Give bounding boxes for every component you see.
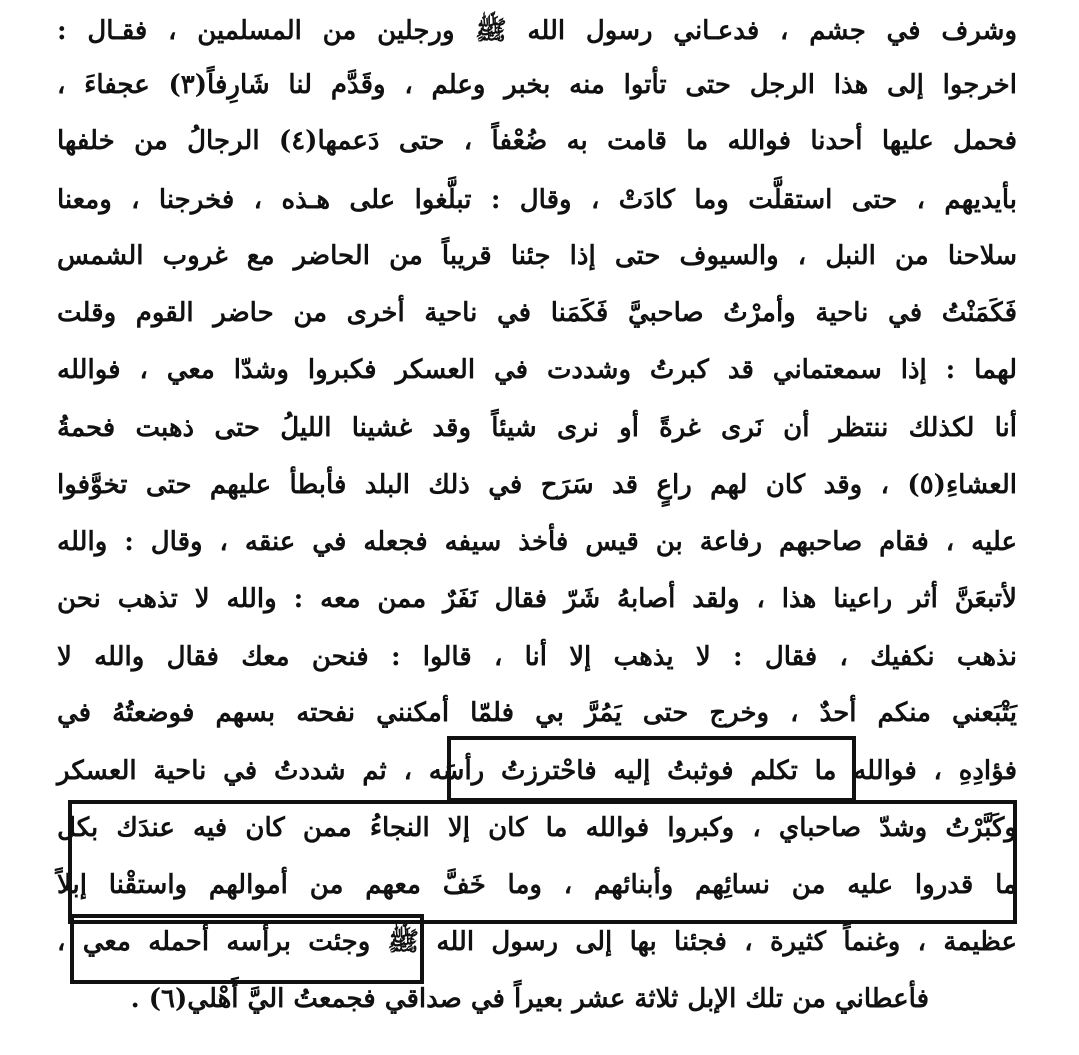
- text-line-13: يَتْبَعني منكم أحدٌ ، وخرج حتى يَمُرَّ بي فلمّا أمكنني نفحته بسهم فوضعتُهُ في: [57, 698, 1017, 728]
- text-line-9: العشاءِ(٥) ، وقد كان لهم راعٍ قد سَرَح في ذلك البلد فأبطأ عليهم حتى تخوَّفوا: [57, 470, 1017, 500]
- text-line-12: نذهب نكفيك ، فقال : لا يذهب إلا أنا ، قالوا : فنحن معك فقال والله لا: [57, 642, 1017, 672]
- text-line-8: أنا لكذلك ننتظر أن نَرى غرةً أو نرى شيئاً وقد غشينا الليلُ حتى ذهبت فحمةُ: [57, 413, 1017, 443]
- text-line-4: بأيديهم ، حتى استقلَّت وما كادَتْ ، وقال : تبلَّغوا على هـذه ، فخرجنا ، ومعنا: [57, 185, 1017, 215]
- text-line-15: وكَبَّرْتُ وشدّ صاحباي ، وكبروا فوالله ما كان إلا النجاءُ ممن كان فيه عندَك بكل: [57, 813, 1017, 843]
- text-line-10: عليه ، فقام صاحبهم رفاعة بن قيس فأخذ سيفه فجعله في عنقه ، وقال : والله: [57, 527, 1017, 557]
- text-line-18: فأعطاني من تلك الإبل ثلاثة عشر بعيراً في صداقي فجمعتُ اليَّ أَهْلي(٦) .: [130, 984, 929, 1014]
- text-line-11: لأتبعَنَّ أثر راعينا هذا ، ولقد أصابهُ شَرّ فقال نَفَرٌ ممن معه : والله لا تذهب نحن: [57, 584, 1017, 614]
- text-line-5: سلاحنا من النبل ، والسيوف حتى إذا جئنا قريباً من الحاضر مع غروب الشمس: [57, 241, 1017, 271]
- text-line-14: فؤادِهِ ، فوالله ما تكلم فوثبتُ إليه فاحْترزتُ رأسَه ، ثم شددتُ في ناحية العسكر: [57, 756, 1017, 786]
- text-line-7: لهما : إذا سمعتماني قد كبرتُ وشددت في العسكر فكبروا وشدّا معي ، فوالله: [57, 355, 1017, 385]
- text-line-17: عظيمة ، وغنماً كثيرة ، فجئنا بها إلى رسول الله ﷺ وجئت برأسه أحمله معي ،: [57, 927, 1017, 957]
- text-line-1: وشرف في جشم ، فدعـاني رسول الله ﷺ ورجلين من المسلمين ، فقـال :: [57, 16, 1017, 46]
- text-line-3: فحمل عليها أحدنا فوالله ما قامت به ضُعْفاً ، حتى دَعمها(٤) الرجالُ من خلفها: [57, 126, 1017, 156]
- text-line-2: اخرجوا إلى هذا الرجل حتى تأتوا منه بخبر وعلم ، وقَدَّم لنا شَارِفاً(٣) عجفاءَ ،: [57, 70, 1017, 100]
- text-line-16: ما قدروا عليه من نسائِهم وأبنائهم ، وما خَفَّ معهم من أموالهم واستقْنا إبلاً: [57, 870, 1017, 900]
- text-line-6: فَكَمَنْتُ في ناحية وأمرْتُ صاحبيَّ فَكَمَنا في ناحية أخرى من حاضر القوم وقلت: [57, 298, 1017, 328]
